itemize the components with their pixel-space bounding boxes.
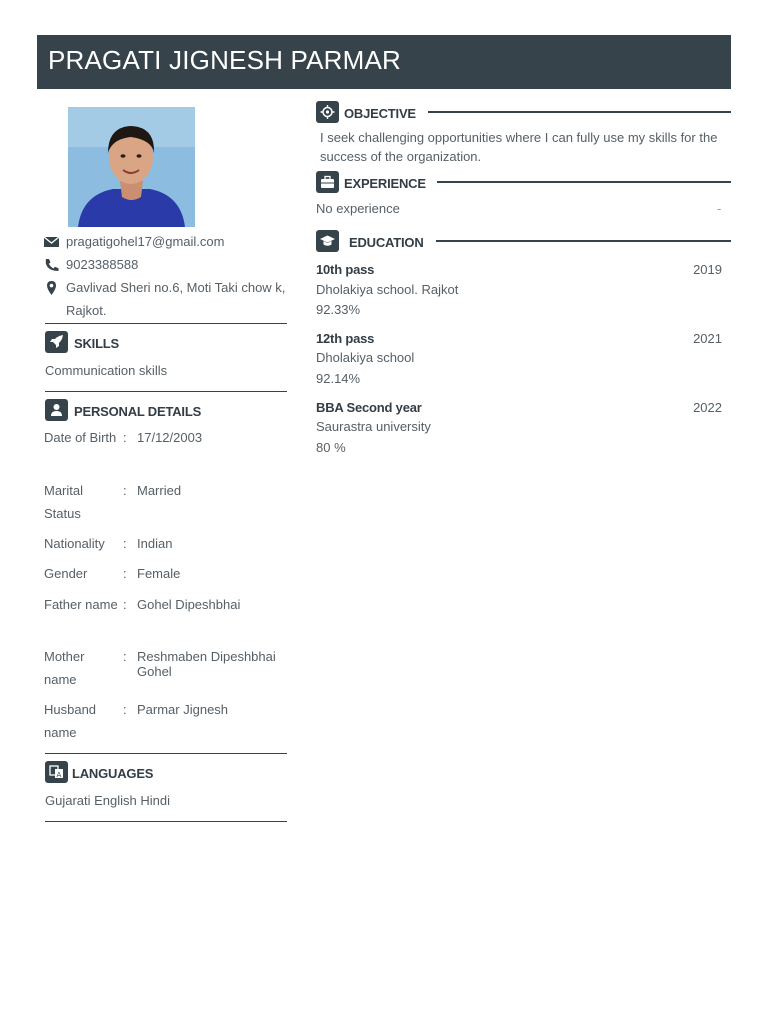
profile-photo: [68, 107, 195, 227]
email-text: pragatigohel17@gmail.com: [66, 234, 225, 249]
objective-title: OBJECTIVE: [344, 106, 416, 121]
education-score: 92.14%: [316, 371, 361, 386]
education-title: EDUCATION: [349, 235, 424, 250]
education-school: Dholakiya school. Rajkot: [316, 282, 459, 297]
envelope-icon: [44, 235, 60, 249]
divider: [45, 323, 287, 324]
education-year: 2022: [693, 400, 722, 415]
section-rule: [436, 240, 731, 242]
divider: [45, 391, 287, 392]
pd-label: Gender: [44, 566, 88, 581]
person-portrait: [68, 107, 195, 227]
experience-dash: -: [717, 201, 722, 216]
divider: [45, 821, 287, 822]
divider: [45, 753, 287, 754]
experience-title: EXPERIENCE: [344, 176, 426, 191]
pd-label: Father name: [44, 597, 118, 612]
pd-value: Reshmaben Dipeshbhai Gohel: [137, 649, 276, 679]
pd-value: Indian: [137, 536, 173, 551]
pd-label: Nationality: [44, 536, 105, 551]
name-header: [37, 35, 731, 89]
pd-value: Married: [137, 483, 182, 498]
pd-value: Female: [137, 566, 181, 581]
rocket-icon: [45, 331, 68, 353]
pd-value: Parmar Jignesh: [137, 702, 229, 717]
translate-icon: [45, 761, 68, 783]
education-degree: 10th pass: [316, 262, 375, 277]
pd-label: Marital Status: [44, 483, 84, 521]
briefcase-icon: [316, 171, 339, 193]
target-icon: [316, 101, 339, 123]
pd-colon: :: [123, 649, 127, 664]
personal-details-title: PERSONAL DETAILS: [74, 404, 202, 419]
phone-icon: [44, 258, 60, 272]
objective-text: I seek challenging opportunities where I can fully use my skills for the success of the organization.: [320, 130, 718, 164]
section-rule: [428, 111, 731, 113]
languages-title: LANGUAGES: [72, 766, 154, 781]
education-year: 2021: [693, 331, 722, 346]
address-text: Gavlivad Sheri no.6, Moti Taki chow k, Rajkot.: [66, 280, 286, 318]
pd-label: Mother name: [44, 649, 85, 687]
svg-text:A: A: [56, 771, 62, 779]
education-year: 2019: [693, 262, 722, 277]
education-school: Dholakiya school: [316, 350, 415, 365]
person-icon: [45, 399, 68, 421]
education-score: 80 %: [316, 440, 346, 455]
section-rule: [437, 181, 731, 183]
graduation-cap-icon: [316, 230, 339, 252]
pd-colon: :: [123, 430, 127, 445]
education-degree: 12th pass: [316, 331, 375, 346]
education-degree: BBA Second year: [316, 400, 422, 415]
education-school: Saurastra university: [316, 419, 431, 434]
pd-value: Gohel Dipeshbhai: [137, 597, 241, 612]
pd-colon: :: [123, 483, 127, 498]
phone-text: 9023388588: [66, 257, 139, 272]
experience-text: No experience: [316, 201, 400, 216]
pd-label: Husband name: [44, 702, 97, 740]
pd-colon: :: [123, 536, 127, 551]
skills-title: SKILLS: [74, 336, 120, 351]
pd-colon: :: [123, 702, 127, 717]
location-pin-icon: [44, 281, 60, 295]
education-score: 92.33%: [316, 302, 361, 317]
pd-label: Date of Birth: [44, 430, 117, 445]
full-name: PRAGATI JIGNESH PARMAR: [48, 45, 402, 75]
pd-value: 17/12/2003: [137, 430, 203, 445]
skills-text: Communication skills: [45, 363, 168, 378]
languages-text: Gujarati English Hindi: [45, 793, 171, 808]
pd-colon: :: [123, 597, 127, 612]
pd-colon: :: [123, 566, 127, 581]
